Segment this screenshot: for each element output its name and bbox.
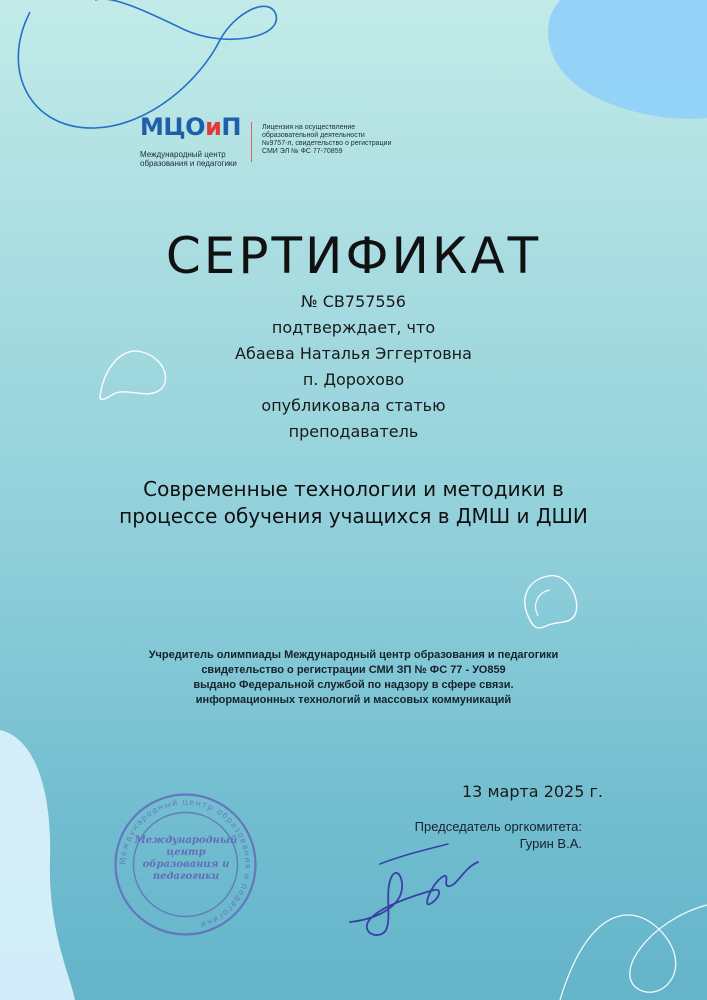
- small-outline-shape-right: [525, 576, 577, 628]
- recipient-name: Абаева Наталья Эггертовна: [235, 344, 472, 363]
- issue-date: 13 марта 2025 г.: [462, 782, 603, 801]
- small-outline-shape-right-inner: [536, 590, 550, 616]
- certificate-number: № СВ757556: [301, 292, 406, 311]
- recipient-location: п. Дорохово: [302, 370, 405, 389]
- handwritten-signature: [340, 830, 490, 940]
- founder-line-1: Учредитель олимпиады Международный центр образования и педагогики: [148, 649, 559, 661]
- chairman-name: Гурин В.А.: [519, 836, 582, 851]
- founder-info: [0, 648, 707, 708]
- chairman-title: Председатель оргкомитета:: [414, 819, 582, 834]
- certificate-title: СЕРТИФИКАТ: [165, 227, 542, 285]
- stamp-ring-text: Международный центр образования и педагогики: [118, 797, 253, 930]
- logo-divider: [251, 122, 252, 162]
- confirms-text: подтверждает, что: [271, 318, 436, 337]
- bottom-right-line: [560, 905, 707, 1000]
- top-right-blob: [548, 0, 707, 119]
- top-left-line: [18, 0, 276, 128]
- logo-license-text: Лицензия на осуществление образовательной деятельности №9757-л, свидетельство о регистрации СМИ ЭЛ № ФС 77-70859: [262, 124, 392, 155]
- organization-logo: [140, 113, 392, 176]
- logo-mark-accent: и: [205, 113, 222, 141]
- article-topic-line-2: процессе обучения учащихся в ДМШ и ДШИ: [119, 504, 588, 528]
- logo-mark: [140, 114, 241, 140]
- bottom-left-blob: [0, 730, 75, 1000]
- founder-line-4: информационных технологий и массовых коммуникаций: [195, 694, 512, 706]
- recipient-role: преподаватель: [288, 422, 419, 441]
- logo-organization-name: Международный центр образования и педагогики: [140, 150, 237, 168]
- action-text: опубликовала статью: [261, 396, 446, 415]
- logo-mark-main: МЦО: [140, 113, 206, 141]
- founder-line-3: выдано Федеральной службой по надзору в сфере связи.: [193, 679, 514, 691]
- stamp-center-text: Международный центр образования и педагогики: [134, 835, 238, 882]
- logo-mark-end: П: [221, 113, 241, 141]
- founder-line-2: свидетельство о регистрации СМИ ЗП № ФС 77 - УО859: [201, 664, 506, 676]
- article-topic: [0, 476, 707, 530]
- article-topic-line-1: Современные технологии и методики в: [143, 477, 564, 501]
